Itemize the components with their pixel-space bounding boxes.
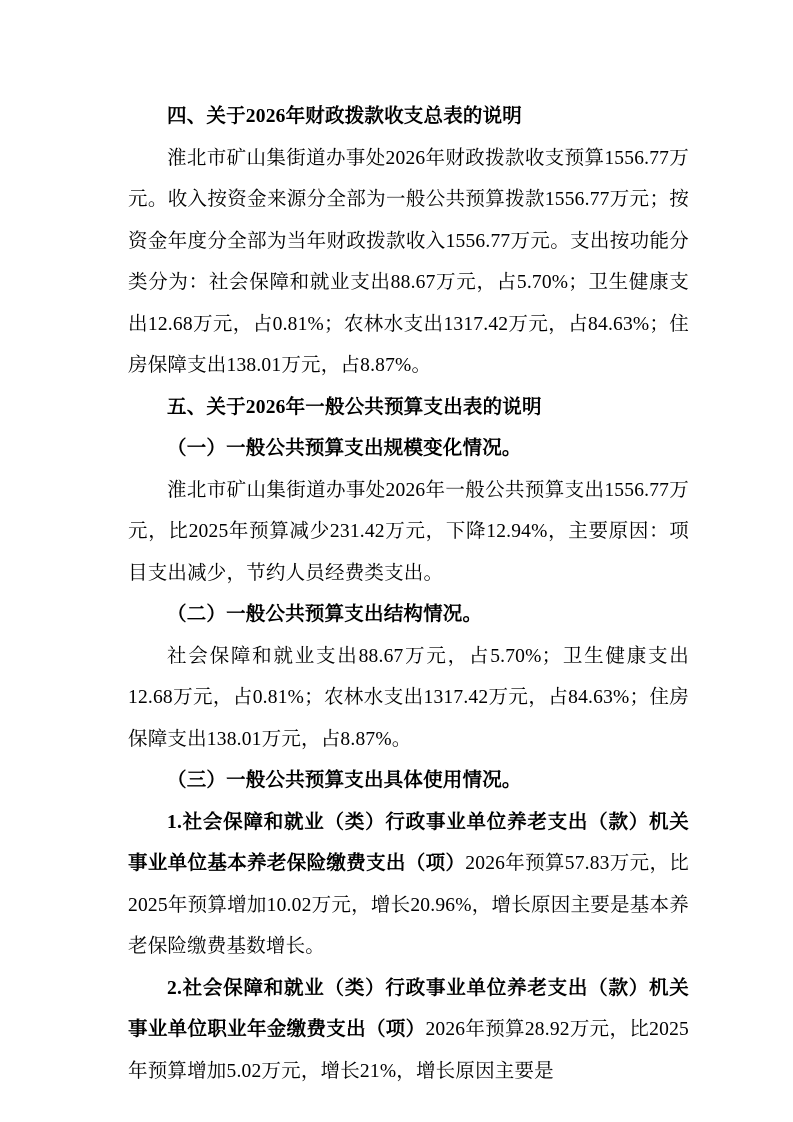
expenditure-item-1-text: 2026年预算57.83万元，比2025年预算增加10.02万元，增长20.96%，增长原因主要是基本养老保险缴费基数增长。 (128, 853, 689, 957)
subsection-5-1-paragraph: 淮北市矿山集街道办事处2026年一般公共预算支出1556.77万元，比2025年预算减少231.42万元，下降12.94%，主要原因：项目支出减少，节约人员经费类支出。 (128, 479, 689, 584)
expenditure-item-2 (128, 968, 689, 1093)
section-4-paragraph: 淮北市矿山集街道办事处2026年财政拨款收支预算1556.77万元。收入按资金来源分全部为一般公共预算拨款1556.77万元；按资金年度分全部为当年财政拨款收入1556.77万元。支出按功能分类分为：社会保障和就业支出88.67万元，占5.70%；卫生健康支出12.68万元，占0.81%；农林水支出1317.42万元，占84.63%；住房保障支出138.01万元，占8.87%。 (128, 147, 689, 376)
document-body (128, 96, 689, 1092)
subsection-5-2-paragraph: 社会保障和就业支出88.67万元，占5.70%；卫生健康支出12.68万元，占0.81%；农林水支出1317.42万元，占84.63%；住房保障支出138.01万元，占8.87%。 (128, 645, 689, 750)
subsection-heading-5-2: （二）一般公共预算支出结构情况。 (167, 604, 483, 625)
subsection-heading-5-3: （三）一般公共预算支出具体使用情况。 (167, 770, 522, 791)
expenditure-item-1 (128, 802, 689, 968)
expenditure-item-1-title: 1.社会保障和就业（类）行政事业单位养老支出（款）机关事业单位基本养老保险缴费支出（项） (128, 811, 689, 874)
expenditure-item-2-title: 2.社会保障和就业（类）行政事业单位养老支出（款）机关事业单位职业年金缴费支出（项） (128, 977, 689, 1040)
section-heading-5: 五、关于2026年一般公共预算支出表的说明 (167, 396, 542, 418)
expenditure-item-2-text: 2026年预算28.92万元，比2025年预算增加5.02万元，增长21%，增长原因主要是 (128, 1019, 689, 1082)
subsection-heading-5-1: （一）一般公共预算支出规模变化情况。 (167, 438, 522, 459)
section-heading-4: 四、关于2026年财政拨款收支总表的说明 (167, 106, 523, 127)
